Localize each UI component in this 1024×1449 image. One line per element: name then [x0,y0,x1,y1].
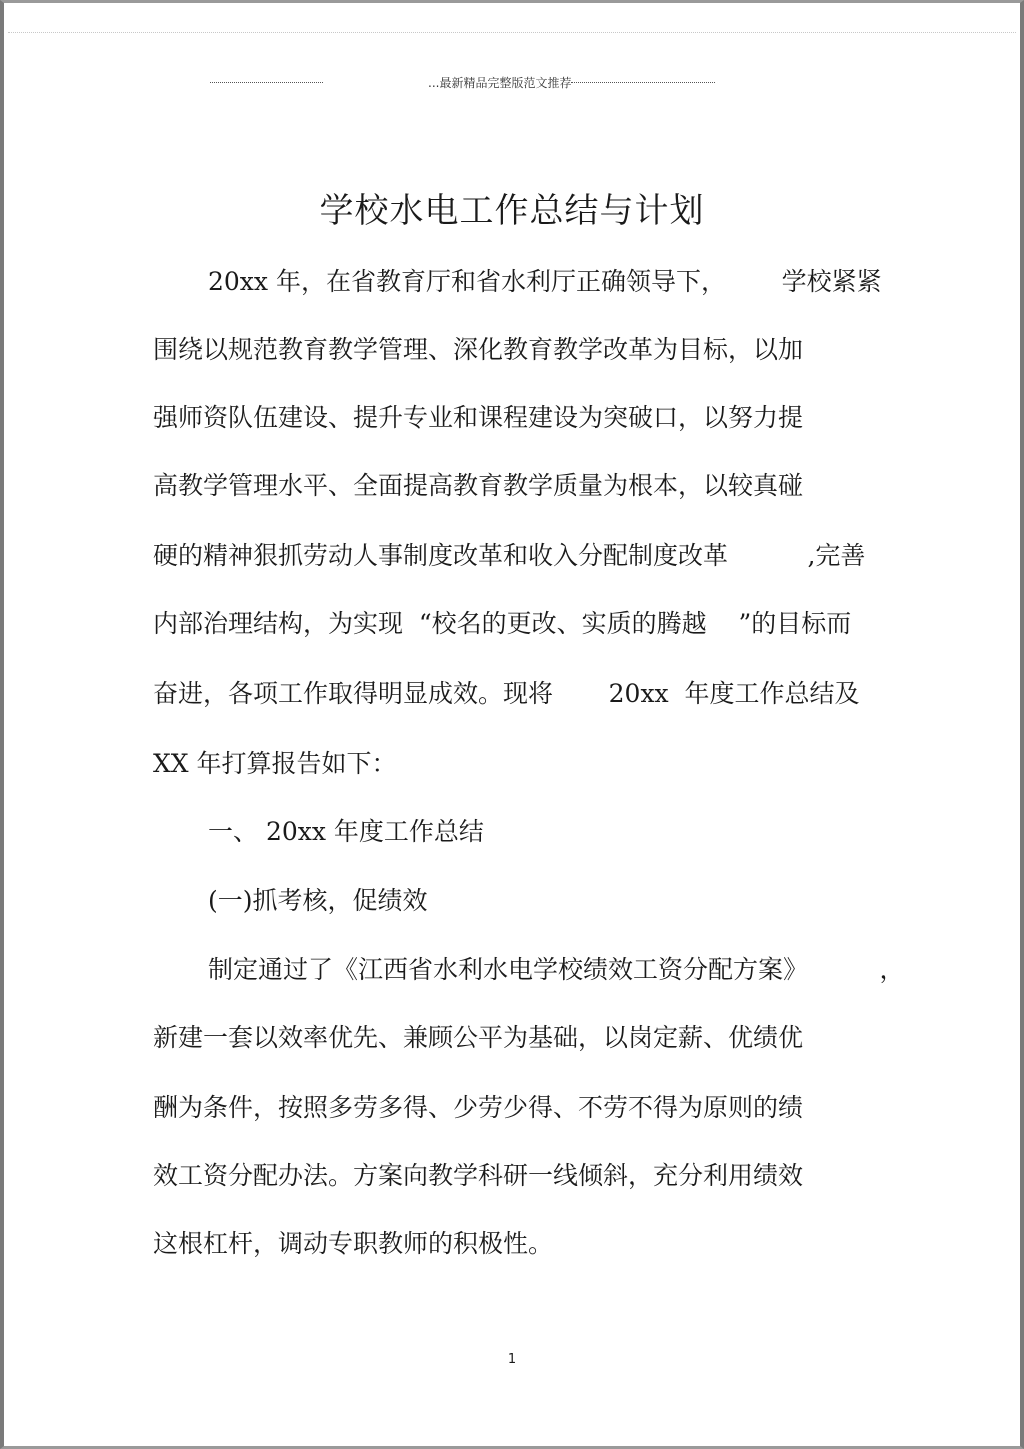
body-line: 围绕以规范教育教学管理、深化教育教学改革为目标，以加 [153,335,804,364]
body-line: 硬的精神狠抓劳动人事制度改革和收入分配制度改革 ,完善 [153,541,866,570]
header-text: ...最新精品完整版范文推荐 [428,75,572,90]
header-dotted-leader-right [571,81,715,83]
header-dotted-leader-left [210,81,323,83]
body-line: 奋进，各项工作取得明显成效。现将 20xx 年度工作总结及 [153,679,860,708]
subsection-heading: (一)抓考核，促绩效 [208,886,428,915]
body-line: 效工资分配办法。方案向教学科研一线倾斜，充分利用绩效 [153,1161,804,1190]
body-line: 强师资队伍建设、提升专业和课程建设为突破口，以努力提 [153,403,804,432]
page-number: 1 [507,1352,517,1367]
body-line: 酬为条件，按照多劳多得、少劳少得、不劳不得为原则的绩 [153,1093,804,1122]
body-line: 制定通过了《江西省水利水电学校绩效工资分配方案》 ， [208,955,905,984]
body-line: XX 年打算报告如下： [153,749,397,778]
body-line: 高教学管理水平、全面提高教育教学质量为根本，以较真碰 [153,471,804,500]
section-heading: 一、 20xx 年度工作总结 [208,817,484,846]
scan-artifact-line [8,32,1016,35]
body-line: 这根杠杆，调动专职教师的积极性。 [153,1229,554,1258]
page-header [210,74,715,90]
body-line: 新建一套以效率优先、兼顾公平为基础，以岗定薪、优绩优 [153,1023,804,1052]
document-title: 学校水电工作总结与计划 [319,191,705,231]
body-line: 20xx 年，在省教育厅和省水利厅正确领导下， 学校紧紧 [208,267,882,296]
body-line: 内部治理结构，为实现 “校名的更改、实质的腾越 ”的目标而 [153,609,852,638]
